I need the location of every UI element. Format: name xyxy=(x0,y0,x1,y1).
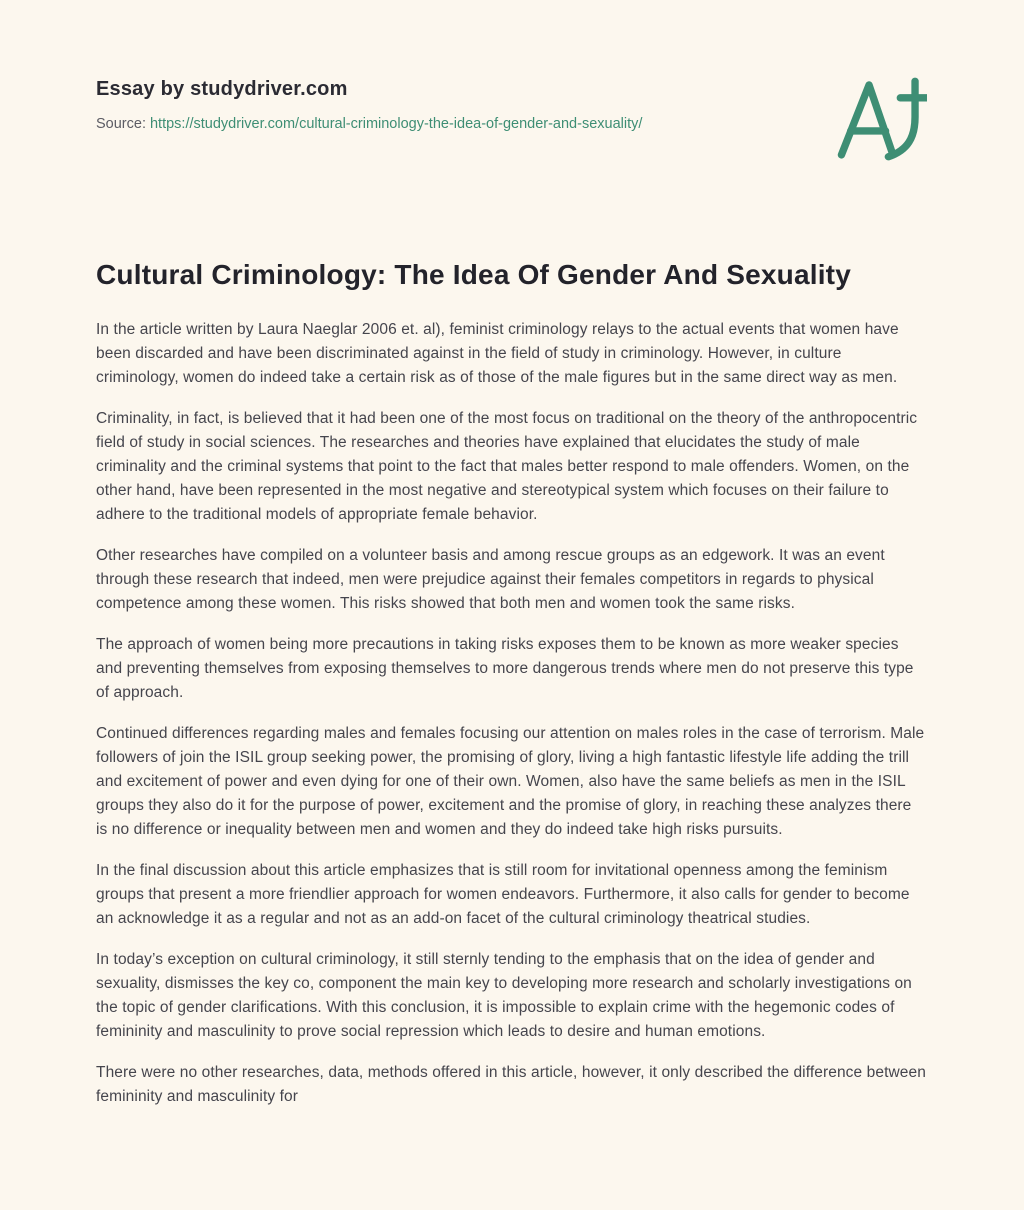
source-line xyxy=(96,116,642,132)
studydriver-logo-icon xyxy=(835,76,927,162)
logo-a-stroke xyxy=(841,85,893,155)
header-text xyxy=(96,78,642,132)
source-label: Source: xyxy=(96,116,146,132)
essay-body xyxy=(96,318,927,1109)
essay-paragraph-5: Continued differences regarding males and females focusing our attention on males roles in the case of terrorism. Male followers of join the ISIL group seeking power, the promising of glory, living a high fantastic lifestyle life adding the trill and excitement of power and even dying for one of their own. Women, also have the same beliefs as men in the ISIL groups they also do it for the purpose of power, excitement and the promise of glory, in reaching these analyzes there is no difference or inequality between men and women and they do indeed take high risks pursuits. xyxy=(96,725,925,838)
essay-paragraph-6: In the final discussion about this article emphasizes that is still room for invitational openness among the feminism groups that present a more friendlier approach for women endeavors. Furthermore, it also calls for gender to become an acknowledge it as a regular and not as an add-on facet of the cultural criminology theatrical studies. xyxy=(96,862,910,927)
essay-paragraph-3: Other researches have compiled on a volunteer basis and among rescue groups as an edgework. It was an event through these research that indeed, men were prejudice against their females competitors in regards to physical competence among these women. This risks showed that both men and women took the same risks. xyxy=(96,547,885,612)
header xyxy=(96,78,927,162)
essay-paragraph-7: In today’s exception on cultural criminology, it still sternly tending to the emphasis that on the idea of gender and sexuality, dismisses the key co, component the main key to developing more research and scholarly investigations on the topic of gender clarifications. With this conclusion, it is impossible to explain crime with the hegemonic codes of femininity and masculinity to prove social repression which leads to desire and human emotions. xyxy=(96,951,912,1040)
essay-paragraph-4: The approach of women being more precautions in taking risks exposes them to be known as more weaker species and preventing themselves from exposing themselves to more dangerous trends where men do not preserve this type of approach. xyxy=(96,636,914,701)
essay-paragraph-1: In the article written by Laura Naeglar 2006 et. al), feminist criminology relays to the actual events that women have been discarded and have been discriminated against in the field of study in criminology. However, in culture criminology, women do indeed take a certain risk as of those of the male figures but in the same direct way as men. xyxy=(96,321,899,386)
essay-paragraph-2: Criminality, in fact, is believed that it had been one of the most focus on traditional on the theory of the anthropocentric field of study in social sciences. The researches and theories have explained that elucidates the study of male criminality and the criminal systems that point to the fact that males better respond to male offenders. Women, on the other hand, have been represented in the most negative and stereotypical system which focuses on their failure to adhere to the traditional models of appropriate female behavior. xyxy=(96,410,918,523)
essay-title: Cultural Criminology: The Idea Of Gender And Sexuality xyxy=(96,259,851,290)
essay-main xyxy=(96,259,927,1109)
essay-byline: Essay by studydriver.com xyxy=(96,78,348,100)
source-url-link[interactable]: https://studydriver.com/cultural-criminology-the-idea-of-gender-and-sexuality/ xyxy=(149,116,643,132)
essay-paragraph-8: There were no other researches, data, methods offered in this article, however, it only described the difference between femininity and masculinity for xyxy=(96,1064,926,1105)
